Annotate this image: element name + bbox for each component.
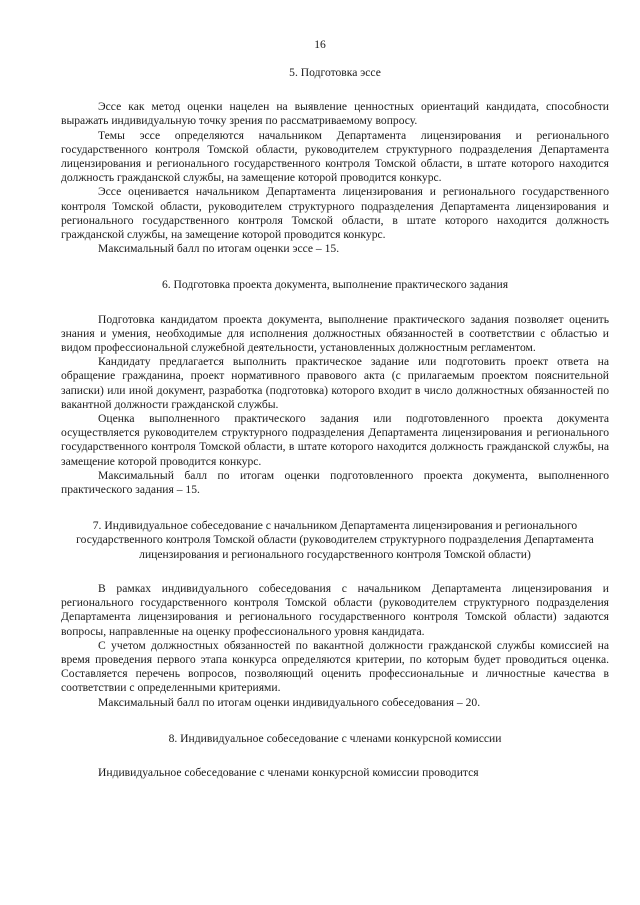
paragraph: Максимальный балл по итогам оценки индивидуального собеседования – 20. bbox=[98, 695, 481, 709]
paragraph: Эссе оценивается начальником Департамента лицензирования и регионального государственного контроля Томской области, руководителем структурного подразделения Департамента лицензирования и регионального государственного контроля Томской области, в штате которого находится должность гражданской службы, на замещение которой проводится конкурс. bbox=[61, 185, 609, 242]
paragraph: Подготовка кандидатом проекта документа, выполнение практического задания позволяет оценить знания и умения, необходимые для исполнения должностных обязанностей в соответствии с областью и видом профессиональной служебной деятельности, установленных должностным регламентом. bbox=[61, 312, 609, 355]
section-interview-commission bbox=[61, 732, 609, 780]
section-heading: 5. Подготовка эссе bbox=[289, 66, 381, 79]
paragraph: В рамках индивидуального собеседования с начальником Департамента лицензирования и регионального государственного контроля Томской области (руководителем структурного подразделения Департамента лицензирования и регионального государственного контроля Томской области) задаются вопросы, направленные на оценку профессионального уровня кандидата. bbox=[61, 581, 609, 638]
section-heading: 7. Индивидуальное собеседование с начальником Департамента лицензирования и регионального государственного контроля Томской области (руководителем структурного подразделения Департамента лицензирования и регионального государственного контроля Томской области) bbox=[76, 519, 594, 561]
paragraph: Оценка выполненного практического задания или подготовленного проекта документа осуществляется руководителем структурного подразделения Департамента лицензирования и регионального государственного контроля Томской области, в штате которого находится должность гражданской службы, на замещение которой проводится конкурс. bbox=[61, 412, 609, 468]
section-heading: 8. Индивидуальное собеседование с членами конкурсной комиссии bbox=[168, 731, 502, 745]
section-practical-task bbox=[61, 278, 609, 497]
paragraph: Темы эссе определяются начальником Департамента лицензирования и регионального государственного контроля Томской области, руководителем структурного подразделения Департамента лицензирования и регионального государственного контроля Томской области, в штате которого находится должность гражданской службы, на замещение которой проводится конкурс. bbox=[61, 128, 609, 185]
paragraph: Кандидату предлагается выполнить практическое задание или подготовить проект ответа на обращение гражданина, проект нормативного правового акта (с прилагаемым проектом пояснительной записки) или иной документ, разработка (подготовка) которого входит в число должностных обязанностей по вакантной должности гражданской службы. bbox=[61, 355, 609, 411]
paragraph: Максимальный балл по итогам оценки подготовленного проекта документа, выполненного практического задания – 15. bbox=[61, 468, 609, 497]
page-content bbox=[61, 66, 609, 780]
paragraph: Индивидуальное собеседование с членами конкурсной комиссии проводится bbox=[98, 765, 479, 779]
paragraph: С учетом должностных обязанностей по вакантной должности гражданской службы комиссией на время проведения первого этапа конкурса определяются критерии, по которым будет проводиться оценка. Составляется перечень вопросов, позволяющий оценить профессиональные и личностные качества в соответствии с определенными критериями. bbox=[61, 638, 609, 695]
page-number: 16 bbox=[314, 38, 326, 51]
section-interview-head bbox=[61, 519, 609, 709]
section-essay bbox=[61, 66, 609, 256]
section-heading: 6. Подготовка проекта документа, выполнение практического задания bbox=[161, 278, 509, 292]
paragraph: Максимальный балл по итогам оценки эссе – 15. bbox=[98, 242, 340, 256]
paragraph: Эссе как метод оценки нацелен на выявление ценностных ориентаций кандидата, способности выражать индивидуальную точку зрения по рассматриваемому вопросу. bbox=[61, 100, 609, 128]
